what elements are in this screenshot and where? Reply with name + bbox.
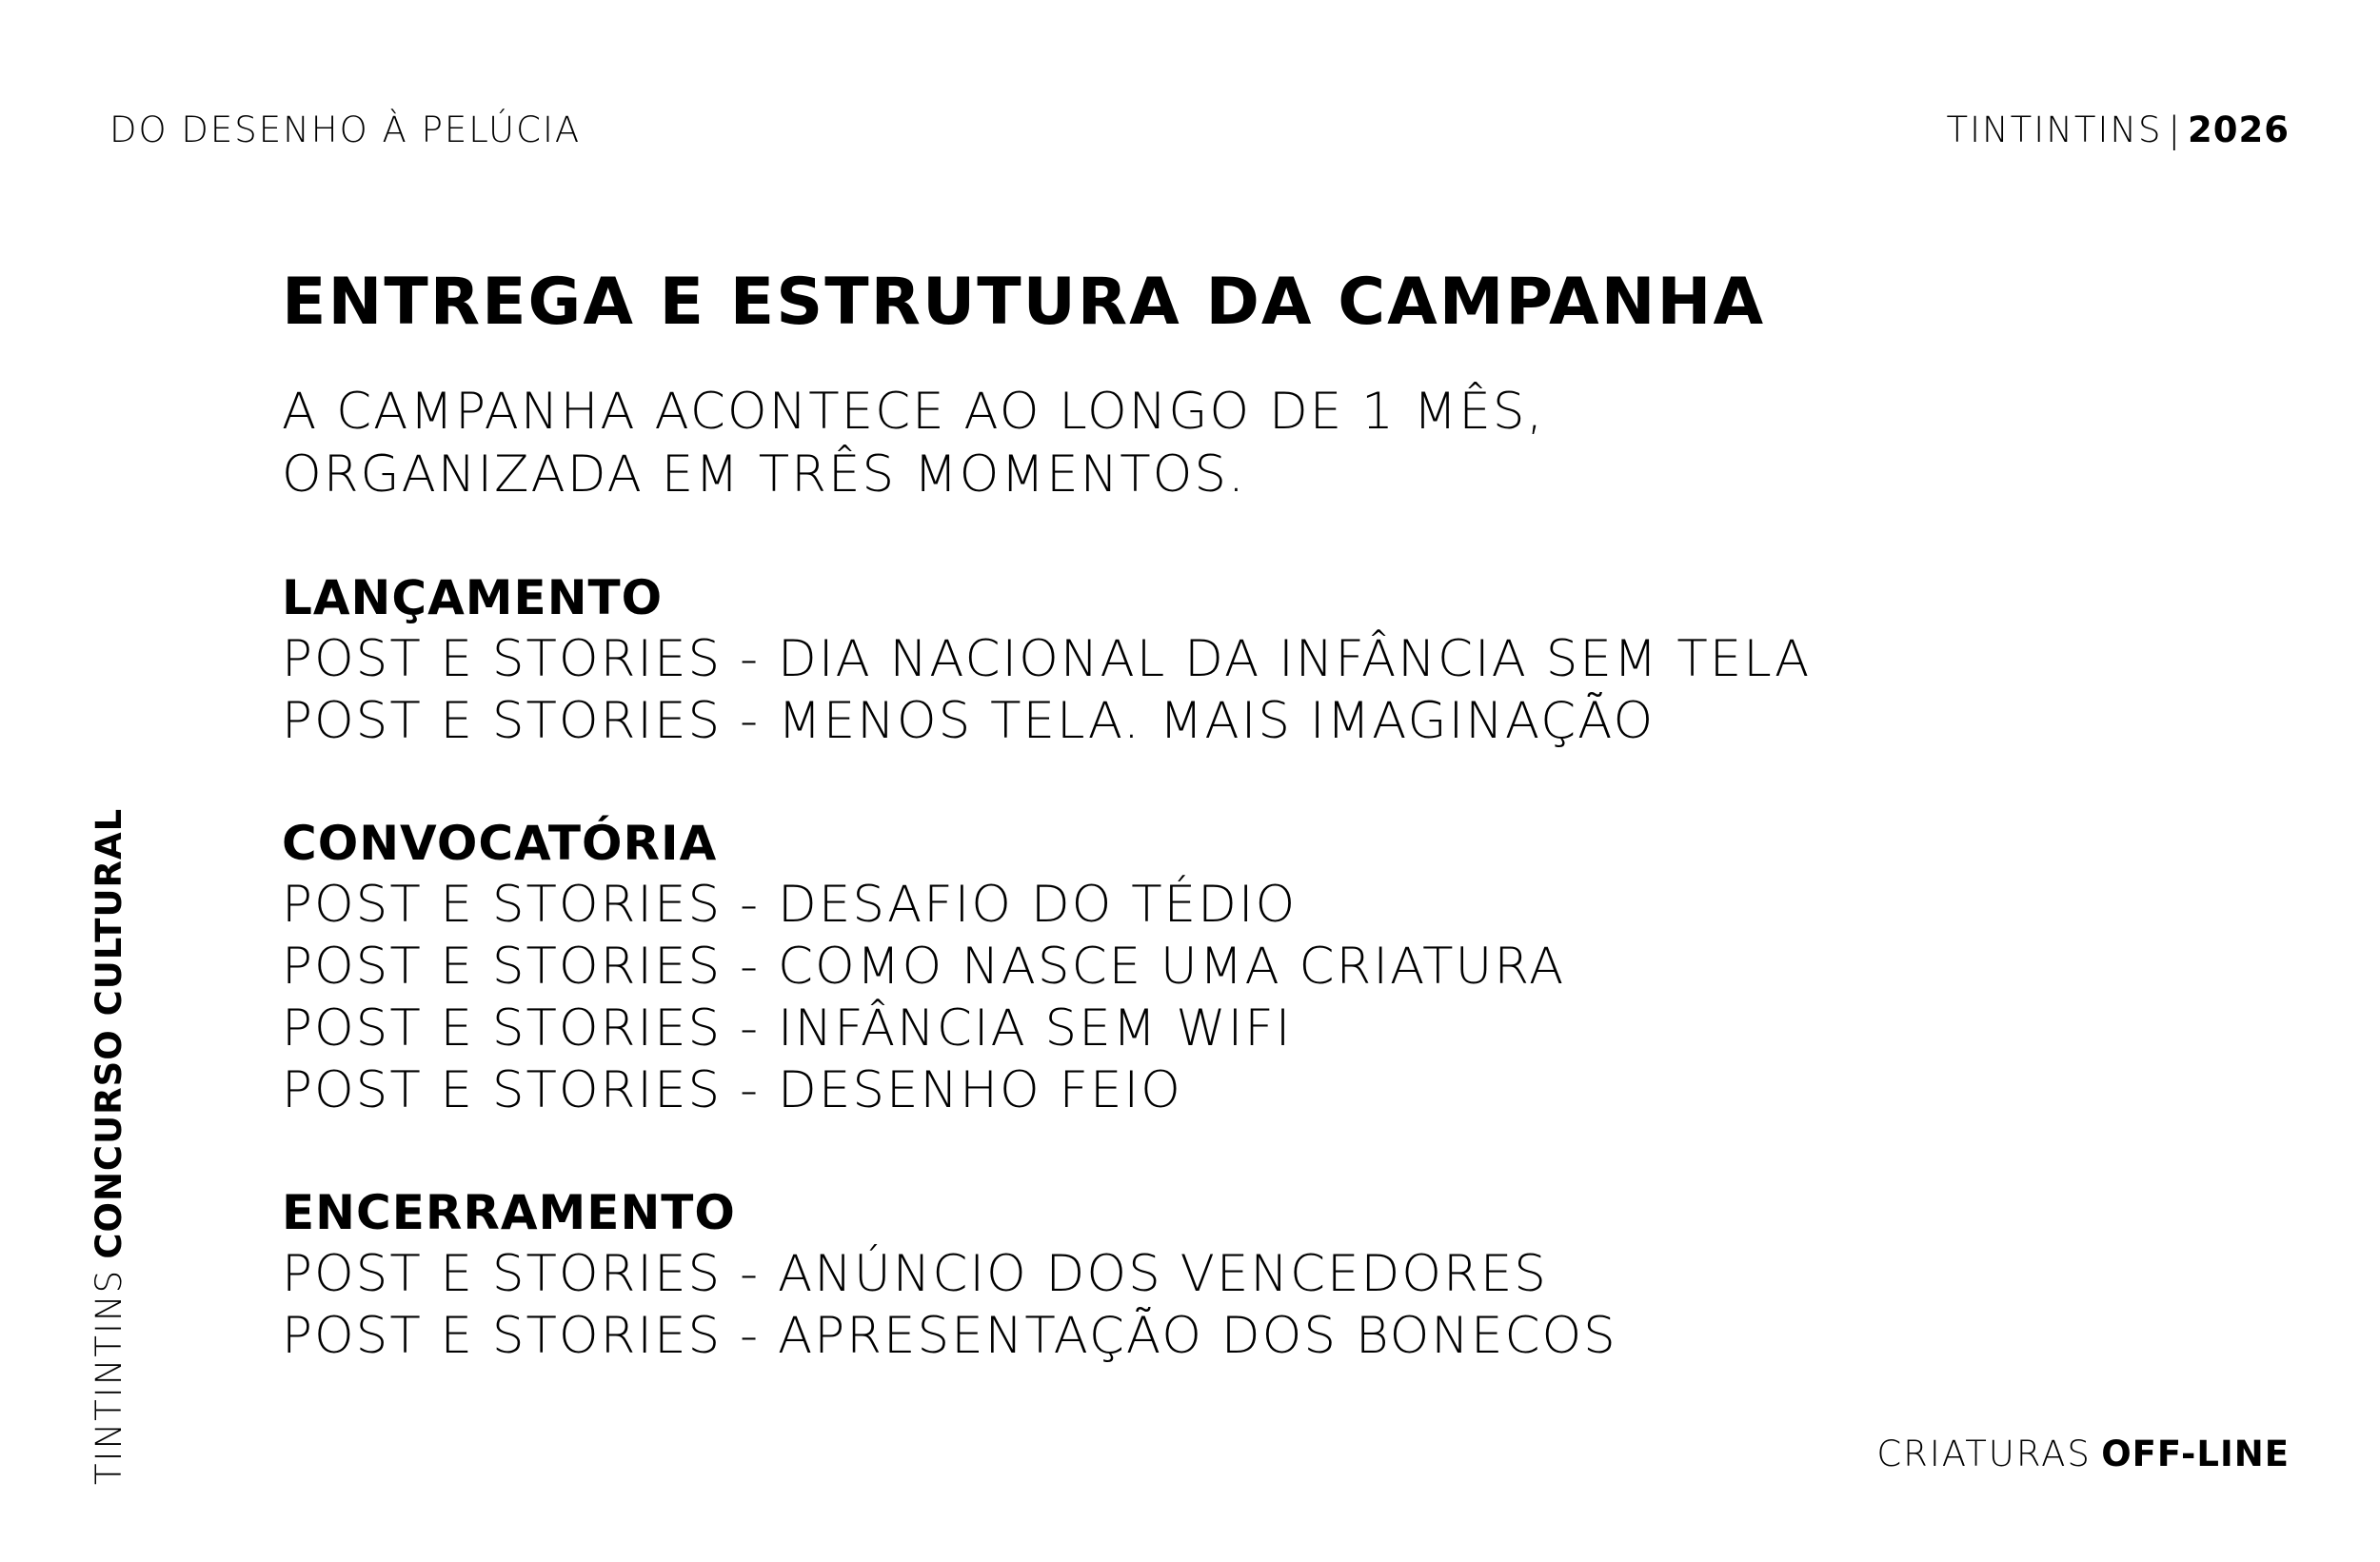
section-item: POST E STORIES - ANÚNCIO DOS VENCEDORES [282, 1245, 1548, 1303]
section-convocatoria [282, 813, 2186, 1121]
brand-separator: | [2168, 109, 2183, 150]
section-item: POST E STORIES - APRESENTAÇÃO DOS BONECOS [282, 1307, 1617, 1365]
page-title: ENTREGA E ESTRUTURA DA CAMPANHA [282, 265, 1766, 340]
brand-name: TINTINTINS [1946, 109, 2163, 150]
section-item: POST E STORIES - DIA NACIONAL DA INFÂNCIA SEM TELA [282, 630, 1812, 688]
section-title: LANÇAMENTO [282, 570, 664, 625]
side-label [86, 808, 133, 1485]
section-item: POST E STORIES - INFÂNCIA SEM WIFI [282, 999, 1293, 1058]
footer-bold: OFF-LINE [2101, 1433, 2290, 1474]
intro-line: ORGANIZADA EM TRÊS MOMENTOS. [282, 445, 1246, 504]
section-lancamento [282, 567, 2186, 752]
footer-light: CRIATURAS [1876, 1433, 2092, 1474]
side-label-light: TINTINTINS [89, 1268, 129, 1485]
section-item: POST E STORIES - COMO NASCE UMA CRIATURA [282, 938, 1566, 996]
header-subtitle: DO DESENHO À PELÚCIA [109, 109, 582, 150]
main-content [282, 255, 2186, 1367]
header-brand [1946, 107, 2290, 154]
section-title: ENCERRAMENTO [282, 1185, 736, 1240]
brand-year: 2026 [2188, 109, 2290, 150]
footer-tagline [1876, 1431, 2290, 1478]
side-label-bold: CONCURSO CULTURAL [89, 807, 129, 1259]
section-title: CONVOCATÓRIA [282, 816, 718, 871]
section-item: POST E STORIES - DESENHO FEIO [282, 1061, 1182, 1119]
intro-line: A CAMPANHA ACONTECE AO LONGO DE 1 MÊS, [282, 383, 1545, 441]
section-item: POST E STORIES - MENOS TELA. MAIS IMAGINAÇÃO [282, 692, 1656, 750]
section-encerramento [282, 1182, 2186, 1367]
intro-text [282, 381, 2186, 506]
section-item: POST E STORIES - DESAFIO DO TÉDIO [282, 876, 1298, 934]
